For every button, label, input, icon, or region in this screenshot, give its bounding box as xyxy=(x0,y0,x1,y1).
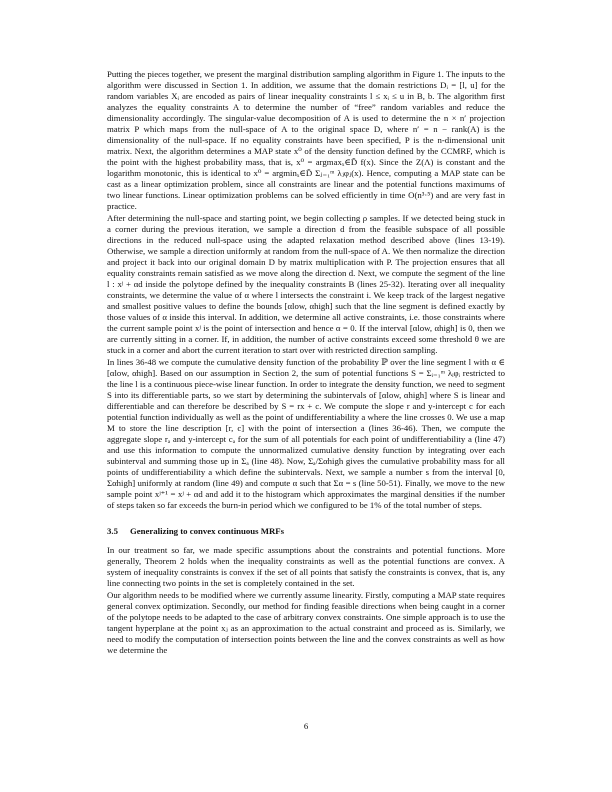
page-body xyxy=(107,69,505,657)
paragraph-algorithm-overview: Putting the pieces together, we present the marginal distribution sampling algorithm in Figure 1. The inputs to the algorithm were discussed in Section 1. In addition, we assume that the domain restrictions Dᵢ = [l, u] for the random variables Xᵢ are encoded as pairs of linear inequality constraints l ≤ xᵢ ≤ u in B, b. The algorithm first analyzes the equality constraints A to determine the number of “free” random variables and reduce the dimensionality accordingly. The singular-value decomposition of A is used to determine the n × n′ projection matrix P which maps from the null-space of A to the original space D, where n′ = n − rank(A) is the dimensionality of the null-space. If no equality constraints have been specified, P is the n-dimensional unit matrix. Next, the algorithm determines a MAP state x⁰ of the density function defined by the CCMRF, which is the point with the highest probability mass, that is, x⁰ = argmaxₓ∈D̃ f(x). Since the Z(Λ) is constant and the logarithm monotonic, this is identical to x⁰ = argminₓ∈D̃ Σⱼ₌₁ᵐ λⱼφⱼ(x). Hence, computing a MAP state can be cast as a linear optimization problem, since all constraints are linear and the potential functions maximums of two linear functions. Linear optimization problems can be solved efficiently in time O(n³·⁵) and are very fast in practice. xyxy=(107,69,505,211)
section-heading xyxy=(107,526,505,537)
section-title: Generalizing to convex continuous MRFs xyxy=(129,526,285,536)
section-number: 3.5 xyxy=(107,526,118,536)
paragraph-sampling-direction: After determining the null-space and starting point, we begin collecting ρ samples. If we detected being stuck in a corner during the previous iteration, we sample a direction d from the feasible subspace of all possible directions in the reduced null-space using the adapted relaxation method described above (lines 13-19). Otherwise, we sample a direction uniformly at random from the null-space of A. We then normalize the direction and project it back into our original domain D by matrix multiplication with P. The projection ensures that all equality constraints remain satisfied as we move along the direction d. Next, we compute the segment of the line l : xʲ + αd inside the polytope defined by the inequality constraints B (lines 25-32). Iterating over all inequality constraints, we determine the value of α where l intersects the constraint i. We keep track of the largest negative and smallest positive values to define the bounds [αlow, αhigh] such that the line segment is defined exactly by those values of α inside this interval. In addition, we determine all active constraints, i.e. those constraints where the current sample point xʲ is the point of intersection and hence α = 0. If the interval [αlow, αhigh] is 0, then we are currently sitting in a corner. If, in addition, the number of active constraints exceed some threshold θ we are stuck in a corner and abort the current iteration to start over with restricted direction sampling. xyxy=(107,213,505,355)
page-number: 6 xyxy=(303,721,309,731)
paragraph-cumulative-density: In lines 36-48 we compute the cumulative density function of the probability ℙ over the line segment l with α ∈ [αlow, αhigh]. Based on our assumption in Section 2, the sum of potential functions S = Σᵢ₌₁ᵐ λᵢφᵢ restricted to the line l is a continuous piece-wise linear function. In order to integrate the density function, we need to segment S into its differentiable parts, so we start by determining the subintervals of [αlow, αhigh] where S is linear and differentiable and can therefore be described by S = rx + c. We compute the slope r and y-intercept c for each potential function individually as well as the point of undifferentiability a where the line crosses 0. We use a map M to store the line description [r, c] with the point of intersection a (lines 36-46). Then, we compute the aggregate slope rₐ and y-intercept cₐ for the sum of all potentials for each point of undifferentiability a (line 47) and use this information to compute the unnormalized cumulative density function by integrating over each subinterval and summing those up in Σₐ (line 48). Now, Σₐ/Σαhigh gives the cumulative probability mass for all points of undifferentiability a which define the subintervals. Next, we sample a number s from the interval [0, Σαhigh] uniformly at random (line 49) and compute α such that Σα = s (line 50-51). Finally, we move to the new sample point xʲ⁺¹ = xʲ + αd and add it to the histogram which approximates the marginal densities if the number of steps taken so far exceeds the burn-in period which we configured to be 1% of the total number of steps. xyxy=(107,357,505,510)
paragraph-convex-intro: In our treatment so far, we made specific assumptions about the constraints and potential functions. More generally, Theorem 2 holds when the inequality constraints as well as the potential functions are convex. A system of inequality constraints is convex if the set of all points that satisfy the constraints is convex, that is, any line connecting two points in the set is completely contained in the set. xyxy=(107,545,505,588)
paragraph-convex-modifications: Our algorithm needs to be modified where we currently assume linearity. Firstly, computing a MAP state requires general convex optimization. Secondly, our method for finding feasible directions when being caught in a corner of the polytope needs to be adapted to the case of arbitrary convex constraints. One simple approach is to use the tangent hyperplane at the point xⱼ as an approximation to the actual constraint and proceed as is. Similarly, we need to modify the computation of intersection points between the line and the convex constraints as well as how we determine the xyxy=(107,590,505,655)
